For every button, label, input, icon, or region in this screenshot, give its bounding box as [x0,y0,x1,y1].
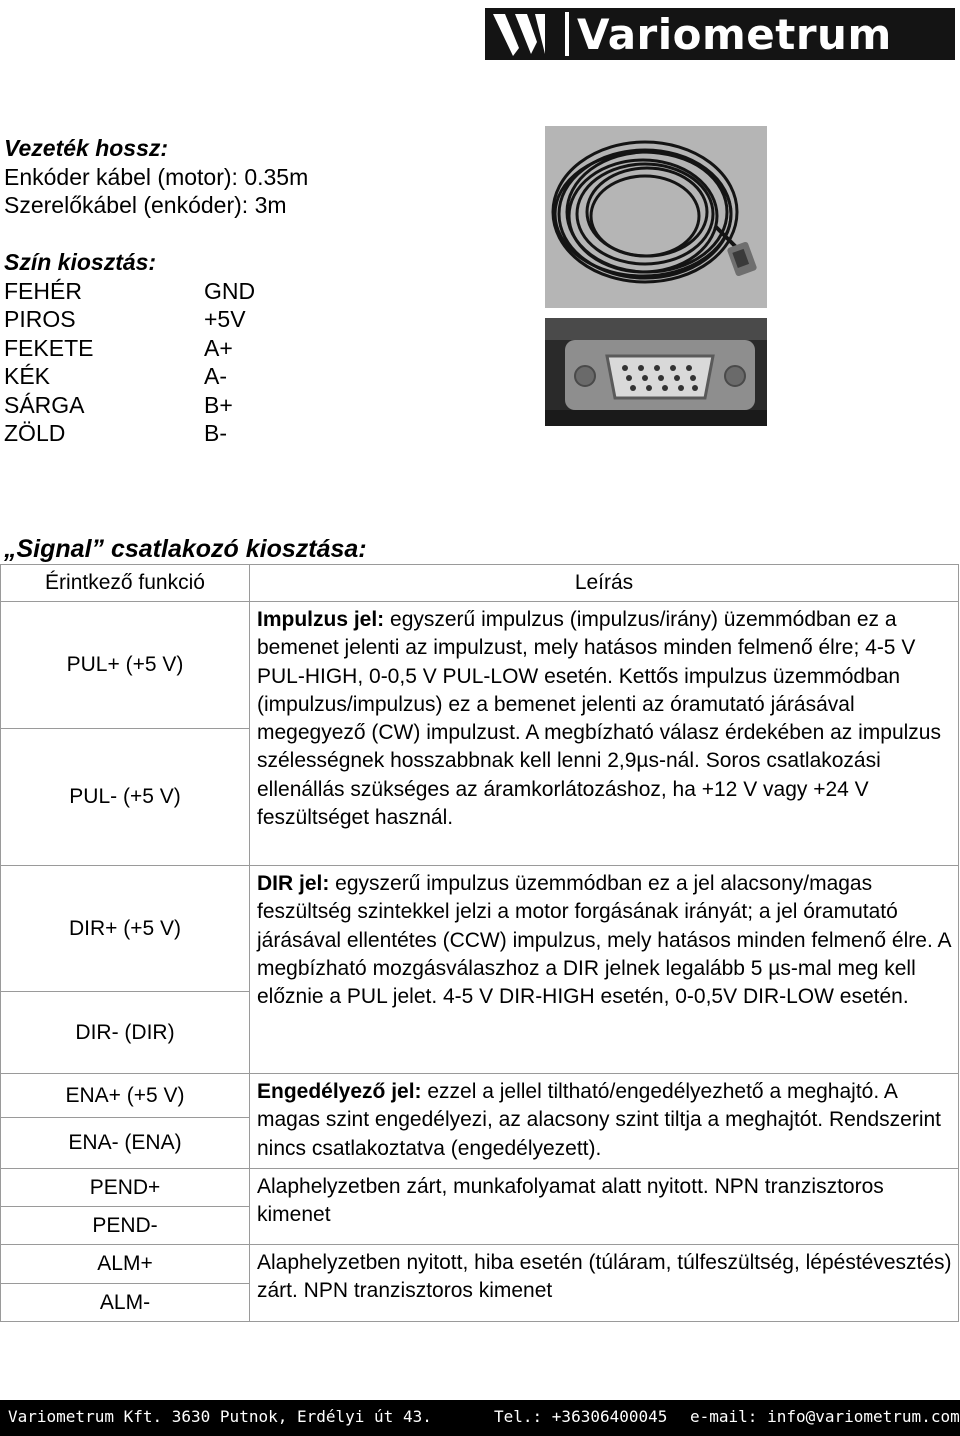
table-row [1,602,959,729]
pin-function: ALM+ [1,1245,250,1284]
pin-function: PUL+ (+5 V) [1,602,250,729]
ena-description [250,1074,959,1169]
wire-color: FEHÉR [4,277,82,304]
pin-function: ENA+ (+5 V) [1,1074,250,1118]
color-row [4,362,255,391]
pin-function: ENA- (ENA) [1,1118,250,1169]
cable-length-line: Szerelőkábel (enkóder): 3m [4,192,287,218]
description-text: ezzel a jellel tiltható/engedélyezhető a meghajtó. A magas szint engedélyezi, az alacsony szint tiltja a meghajtót. Rendszerint nincs csatlakoztatva (engedélyezett). [257,1080,942,1160]
color-row [4,419,255,448]
wire-color: SÁRGA [4,391,85,418]
dir-description [250,866,959,1074]
description-text: egyszerű impulzus üzemmódban ez a jel alacsony/magas feszültség szintekkel jelzi a motor forgásának irányát; a jel óramutató járásával ellentétes (CCW) impulzus, mely hatásos minden felmenő élre. A megbízható mozgásválaszhoz a DIR jelnek legalább 5 µs-mal meg kell előznie a PUL jelet. 4-5 V DIR-HIGH esetén, 0-0,5V DIR-LOW esetén. [257,872,951,1009]
wire-signal: GND [204,277,256,304]
description-column-header: Leírás [250,565,959,602]
signal-connector-title: „Signal” csatlakozó kiosztása: [4,535,367,563]
table-row [1,1074,959,1118]
wire-signal: B- [204,420,227,446]
table-row [1,1169,959,1207]
color-row [4,334,255,363]
alm-description: Alaphelyzetben nyitott, hiba esetén (túláram, túlfeszültség, lépéstévesztés) zárt. NPN tranzisztoros kimenet [250,1245,959,1322]
table-header-row [1,565,959,602]
pin-function: PEND- [1,1207,250,1245]
wire-signal: +5V [204,306,246,332]
cable-length-heading: Vezeték hossz: [4,135,169,161]
logo-text: Variometrum [577,10,892,59]
footer-phone: Tel.: +36306400045 [494,1407,668,1426]
pend-description: Alaphelyzetben zárt, munkafolyamat alatt nyitott. NPN tranzisztoros kimenet [250,1169,959,1245]
wire-signal: A+ [204,334,233,361]
table-row [1,866,959,992]
logo-separator [565,12,569,56]
pin-function: PEND+ [1,1169,250,1207]
description-bold-label: DIR jel: [257,872,330,895]
function-column-header: Érintkező funkció [1,565,250,602]
pin-function: DIR- (DIR) [1,992,250,1074]
logo-vm-mark-icon [485,8,563,60]
d-sub-connector-photo [545,318,767,426]
wire-signal: B+ [204,391,233,418]
footer-company: Variometrum Kft. 3630 Putnok, Erdélyi út 43. [8,1407,432,1426]
color-assignment-heading: Szín kiosztás: [4,249,157,275]
cable-length-line: Enkóder kábel (motor): 0.35m [4,163,309,190]
color-row [4,277,255,306]
variometrum-logo [485,8,955,60]
coiled-cable-photo [545,126,767,308]
page-footer [0,1400,960,1436]
pin-function: DIR+ (+5 V) [1,866,250,992]
footer-email: e-mail: info@variometrum.com [690,1407,960,1426]
pin-function: PUL- (+5 V) [1,729,250,866]
signal-pin-table [0,564,959,1322]
wire-color: FEKETE [4,334,94,361]
description-bold-label: Impulzus jel: [257,608,385,631]
pul-description [250,602,959,866]
cable-length-section [4,134,308,220]
color-row [4,391,255,420]
description-text: egyszerű impulzus (impulzus/irány) üzemmódban ez a bemenet jelenti az impulzust, mely hatásos minden felmenő élre; 4-5 V PUL-HIGH, 0-0,5 V PUL-LOW esetén. Kettős impulzus üzemmódban (impulzus/impulzus) ez a bemenet jelenti az óramutató járásával megegyező (CW) impulzust. A megbízható válasz érdekében az impulzus szélességnek hosszabbnak kell lenni 2,9µs-nál. Soros csatlakozási ellenállás szükséges az áramkorlátozáshoz, ha +12 V vagy +24 V feszültséget használ. [257,608,941,830]
color-row [4,305,255,334]
color-assignment-section [4,248,255,448]
wire-color: KÉK [4,363,51,389]
wire-color: PIROS [4,306,76,332]
pin-function: ALM- [1,1284,250,1322]
description-bold-label: Engedélyező jel: [257,1080,422,1103]
wire-signal: A- [204,363,227,389]
wire-color: ZÖLD [4,420,66,446]
table-row [1,1245,959,1284]
